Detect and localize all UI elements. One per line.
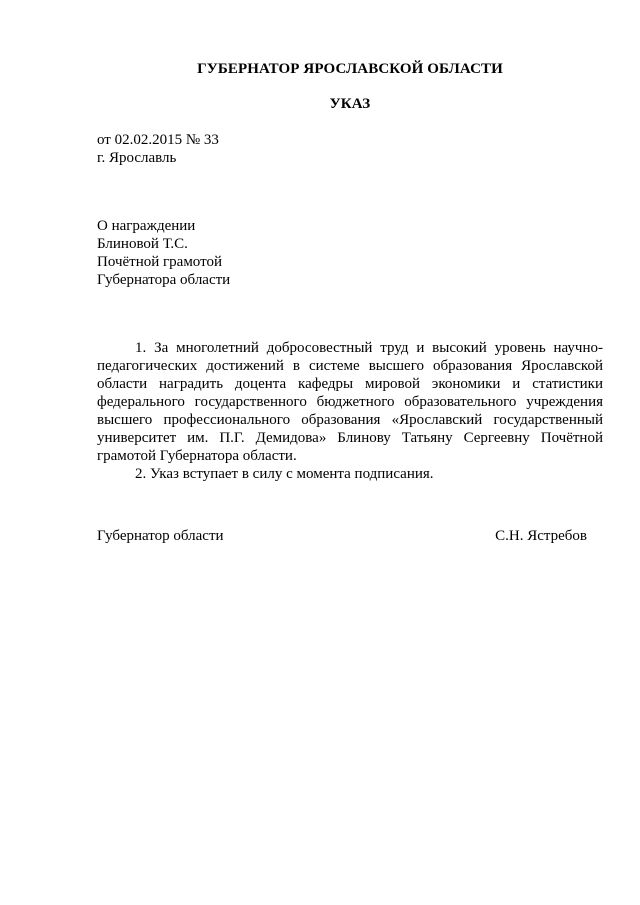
document-body: [97, 339, 603, 483]
city: г. Ярославль: [97, 150, 177, 166]
subject-line: Губернатора области: [97, 272, 231, 288]
body-paragraph-2: 2. Указ вступает в силу с момента подписания.: [135, 466, 434, 482]
subject-line: Почётной грамотой: [97, 254, 222, 270]
body-paragraph-1: 1. За многолетний добросовестный труд и высокий уровень научно-педагогических достижений в системе высшего образования Ярославской области наградить доцента кафедры мировой экономики и статистики федерального государственного бюджетного образовательного учреждения высшего профессионального образования «Ярославский государственный университет им. П.Г. Демидова» Блинову Татьяну Сергеевну Почётной грамотой Губернатора области.: [97, 340, 603, 464]
signature-block: [97, 528, 587, 545]
document-meta: [97, 131, 219, 167]
subject-line: О награждении: [97, 218, 196, 234]
date-number: от 02.02.2015 № 33: [97, 132, 219, 148]
document-type-heading: УКАЗ: [329, 96, 371, 112]
subject-line: Блиновой Т.С.: [97, 236, 188, 252]
document-subject: [97, 217, 230, 289]
signatory-name: С.Н. Ястребов: [495, 528, 587, 544]
issuer-heading: ГУБЕРНАТОР ЯРОСЛАВСКОЙ ОБЛАСТИ: [197, 61, 503, 77]
signatory-position: Губернатор области: [97, 528, 224, 544]
